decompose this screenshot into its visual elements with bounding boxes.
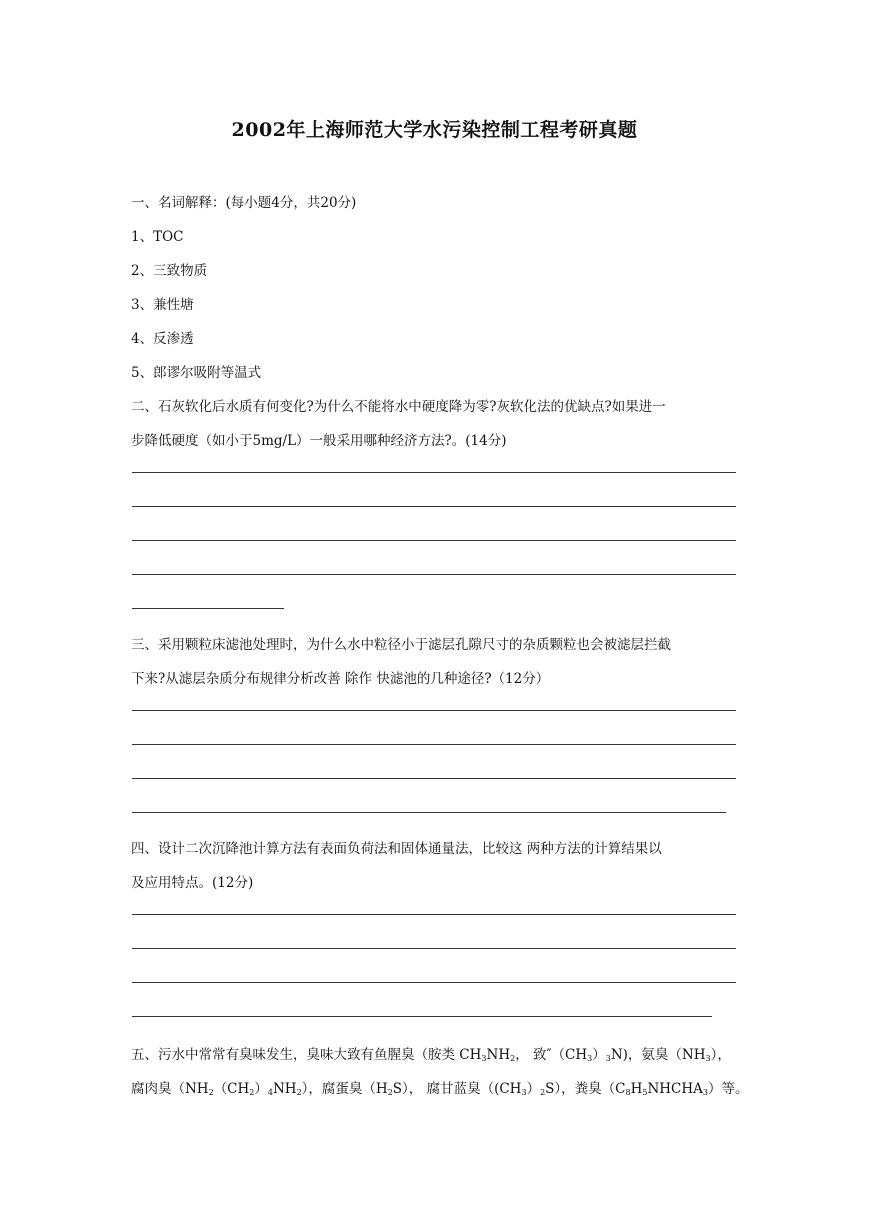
answer-line [132,948,736,949]
section1-item-1: 1、TOC [131,229,184,245]
section3-question-line1: 三、采用颗粒床滤池处理时，为什么水中粒径小于滤层孔隙尺寸的杂质颗粒也会被滤层拦截 [131,637,671,653]
answer-line [132,574,736,575]
answer-line [132,710,736,711]
answer-line [132,914,736,915]
page-title: 2002年上海师范大学水污染控制工程考研真题 [231,119,638,141]
section2-question-line2: 步降低硬度（如小于5mg/L）一般采用哪种经济方法?。(14分) [131,433,507,449]
answer-line [132,608,284,609]
section5-question-line1: 五、污水中常常有臭味发生，臭味大致有鱼腥臭（胺类 $CH_3NH_2$， 致$''(CH_3)_3N$)，氨臭$(NH_3)$， [131,1047,731,1063]
section1-item-3: 3、兼性塘 [131,297,194,313]
section1-item-2: 2、三致物质 [131,263,208,279]
answer-line [132,982,736,983]
answer-line [132,812,726,813]
section1-heading: 一、名词解释：(每小题4分，共20分) [131,195,357,211]
section4-question-line2: 及应用特点。(12分) [131,875,254,891]
answer-line [132,1016,712,1017]
section4-question-line1: 四、设计二次沉降池计算方法有表面负荷法和固体通量法，比较这 两种方法的计算结果以 [131,841,662,857]
section5-question-line2: 腐肉臭$(NH_2(CH_2)_4NH_2)$，腐蛋臭$(H_2S)$， 腐甘蓝臭$((CH_3)_2S)$，粪臭$(C_8H_5NHCHA_3)$等。 [131,1081,749,1097]
section3-question-line2: 下来?从滤层杂质分布规律分析改善 除作 快滤池的几种途径?（12分） [131,671,550,687]
section1-item-5: 5、郎谬尔吸附等温式 [131,365,262,381]
answer-line [132,540,736,541]
answer-line [132,744,736,745]
answer-line [132,506,736,507]
section1-item-4: 4、反渗透 [131,331,194,347]
section2-question-line1: 二、石灰软化后水质有何变化?为什么不能将水中硬度降为零?灰软化法的优缺点?如果进一 [131,399,666,415]
answer-line [132,778,736,779]
answer-line [132,472,736,473]
